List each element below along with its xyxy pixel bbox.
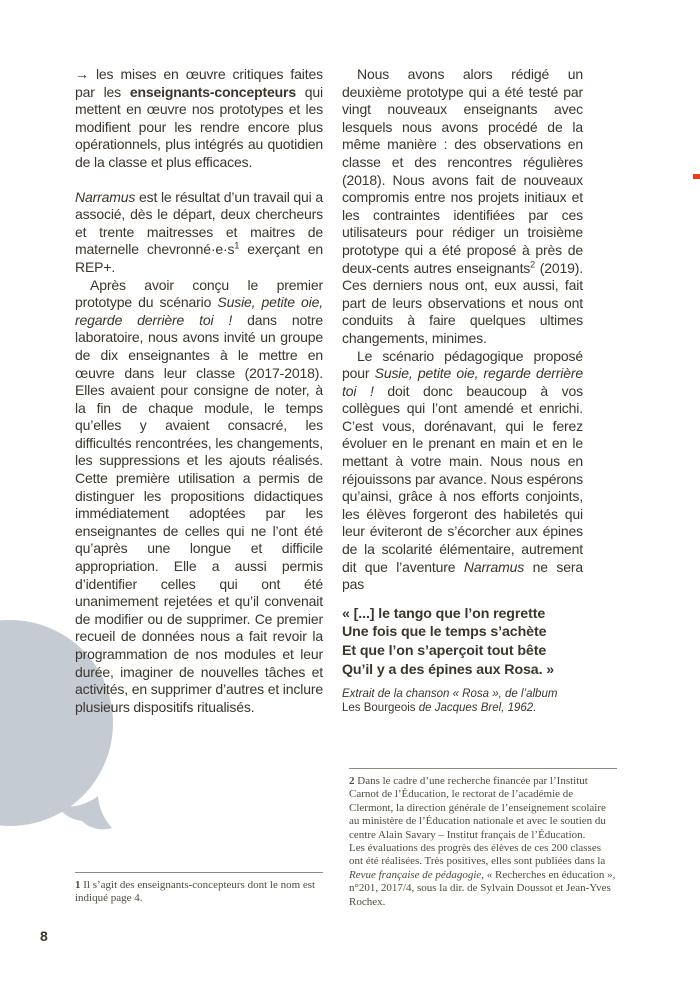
footnote-number: 2 bbox=[349, 775, 355, 787]
footnote-text bbox=[349, 842, 617, 909]
arrow-bullet-icon: → bbox=[75, 66, 89, 82]
journal-title-italic: Revue française de pédagogie bbox=[349, 868, 482, 881]
text-segment-bold: enseignants-concepteurs bbox=[129, 83, 296, 100]
text-segment: Les évaluations des progrès des élèves de ces 200 classes ont été réalisées. Très positives, elles sont publiées dans la bbox=[349, 842, 606, 868]
text-segment: Dans le cadre d’une recherche financée par l’Institut Carnot de l’Éducation, le rectorat de l’académie de Clermont, la direction générale de l’enseignement scolaire au ministère de l’Éducation nationale et avec le soutien du centre Alain Savary – Institut français de l’Éducation. bbox=[349, 775, 606, 841]
right-text-column bbox=[342, 66, 583, 716]
footnote-1 bbox=[75, 872, 323, 906]
paragraph-second-prototype bbox=[342, 66, 583, 348]
text-segment: est le résultat d’un travail qui a associé, dès le départ, deux chercheurs et trente maitresses et maitres de maternelle chevronné·e·s bbox=[75, 188, 324, 258]
work-title-italic: Narramus bbox=[463, 558, 525, 575]
paragraph-critical-uses bbox=[75, 66, 323, 172]
book-title-italic: Susie, petite oie, regarde derrière toi ! bbox=[75, 294, 323, 328]
paragraph-narramus-origin bbox=[75, 189, 323, 277]
book-title-italic: Susie, petite oie, regarde derrière toi ! bbox=[342, 365, 583, 399]
footnote-text bbox=[349, 775, 617, 842]
album-title-roman: Les Bourgeois bbox=[342, 701, 416, 714]
text-segment: dans notre laboratoire, nous avons invité un groupe de dix enseignantes à le mettre en œuvre dans leur classe (2017-2018). Elles avaient pour consigne de noter, à la fin de chaque module, le temps qu’elles y avaient consacré, les difficultés rencontrées, les changements, les suppressions et les ajouts réalisés. Cette première utilisation a permis de distinguer les propositions didactiques immédiatement adoptées par les enseignantes de celles qui ne l’ont été qu’après une longue et difficile appropriation. Elle a aussi permis d’identifier celles qui ont été unanimement rejetées et qu’il convenait de modifier ou de supprimer. Ce premier recueil de données nous a fait revoir la programmation de nos modules et leur durée, imaginer de nouvelles tâches et activités, en supprimer d’autres et inclure plusieurs dispositifs ritualisés. bbox=[75, 311, 323, 715]
quote-line: Et que l’on s’aperçoit tout bête bbox=[342, 643, 547, 659]
footnote-ref-2: 2 bbox=[530, 258, 536, 269]
credit-line bbox=[342, 688, 583, 702]
footnote-2 bbox=[349, 768, 617, 909]
text-segment: doit donc beaucoup à vos collègues qui l’ont amendé et enrichi. C’est vous, dorénavant, qui le ferez évoluer en le prenant en main et en le mettant à votre main. Nous nous en réjouissons par avance. Nous espérons qu’ainsi, grâce à nos efforts conjoints, les élèves forgeront des habiletés qui leur éviteront de s’écorcher aux épines de la scolarité élémentaire, autrement dit que l’aventure bbox=[342, 382, 583, 575]
text-segment: ne sera pas bbox=[342, 558, 583, 593]
text-segment: Il s’agit des enseignants-concepteurs dont le nom est indiqué page 4. bbox=[75, 879, 316, 905]
footnote-text bbox=[75, 879, 323, 906]
left-text-column bbox=[75, 66, 323, 716]
text-segment: les mises en œuvre critiques faites par les bbox=[75, 66, 323, 100]
footnote-ref-1: 1 bbox=[234, 240, 240, 251]
footnote-rule bbox=[75, 872, 323, 873]
footnote-number: 1 bbox=[75, 879, 81, 891]
text-segment: Le scénario pédagogique proposé pour bbox=[342, 347, 583, 382]
text-segment: exerçant en REP+. bbox=[75, 241, 323, 275]
credit-text-italic: de Jacques Brel, 1962. bbox=[415, 701, 537, 714]
text-segment: qui mettent en œuvre nos prototypes et les modifient pour les rendre encore plus opérationnels, plus intégrés au quotidien de la classe et plus efficaces. bbox=[75, 83, 323, 170]
quote-line: « [...] le tango que l’on regrette bbox=[342, 605, 546, 622]
paragraph-first-prototype bbox=[75, 277, 323, 717]
paragraph-scenario-thanks bbox=[342, 348, 583, 594]
credit-text-italic: Extrait de la chanson « Rosa », de l’album bbox=[342, 688, 558, 701]
text-segment: (2019). Ces derniers nous ont, eux aussi, fait part de leurs observations et nous ont conduits à faire quelques ultimes changements, minimes. bbox=[342, 259, 583, 346]
quote-line: Une fois que le temps s’achète bbox=[342, 624, 547, 641]
quote-credit bbox=[342, 688, 583, 716]
credit-line bbox=[342, 702, 583, 716]
song-quote-block bbox=[342, 605, 583, 679]
quote-line: Qu’il y a des épines aux Rosa. » bbox=[342, 661, 555, 678]
page-number: 8 bbox=[40, 928, 48, 944]
text-segment: , « Recherches en éducation », n°201, 2017/4, sous la dir. de Sylvain Doussot et Jean-Yves Rochex. bbox=[349, 868, 616, 908]
print-crop-mark bbox=[693, 174, 700, 179]
footnote-rule bbox=[349, 768, 617, 769]
text-segment: Nous avons alors rédigé un deuxième prototype qui a été testé par vingt nouveaux enseignants avec lesquels nous avons procédé de la même manière : des observations en classe et des rencontres régulières (2018). Nous avons fait de nouveaux compromis entre nos projets initiaux et les contraintes identifiées par ces utilisateurs pour rédiger un troisième prototype qui a été proposé à près de deux-cents autres enseignants bbox=[342, 66, 583, 276]
work-title-italic: Narramus bbox=[75, 188, 136, 205]
text-segment: Après avoir conçu le premier prototype du scénario bbox=[75, 276, 323, 311]
